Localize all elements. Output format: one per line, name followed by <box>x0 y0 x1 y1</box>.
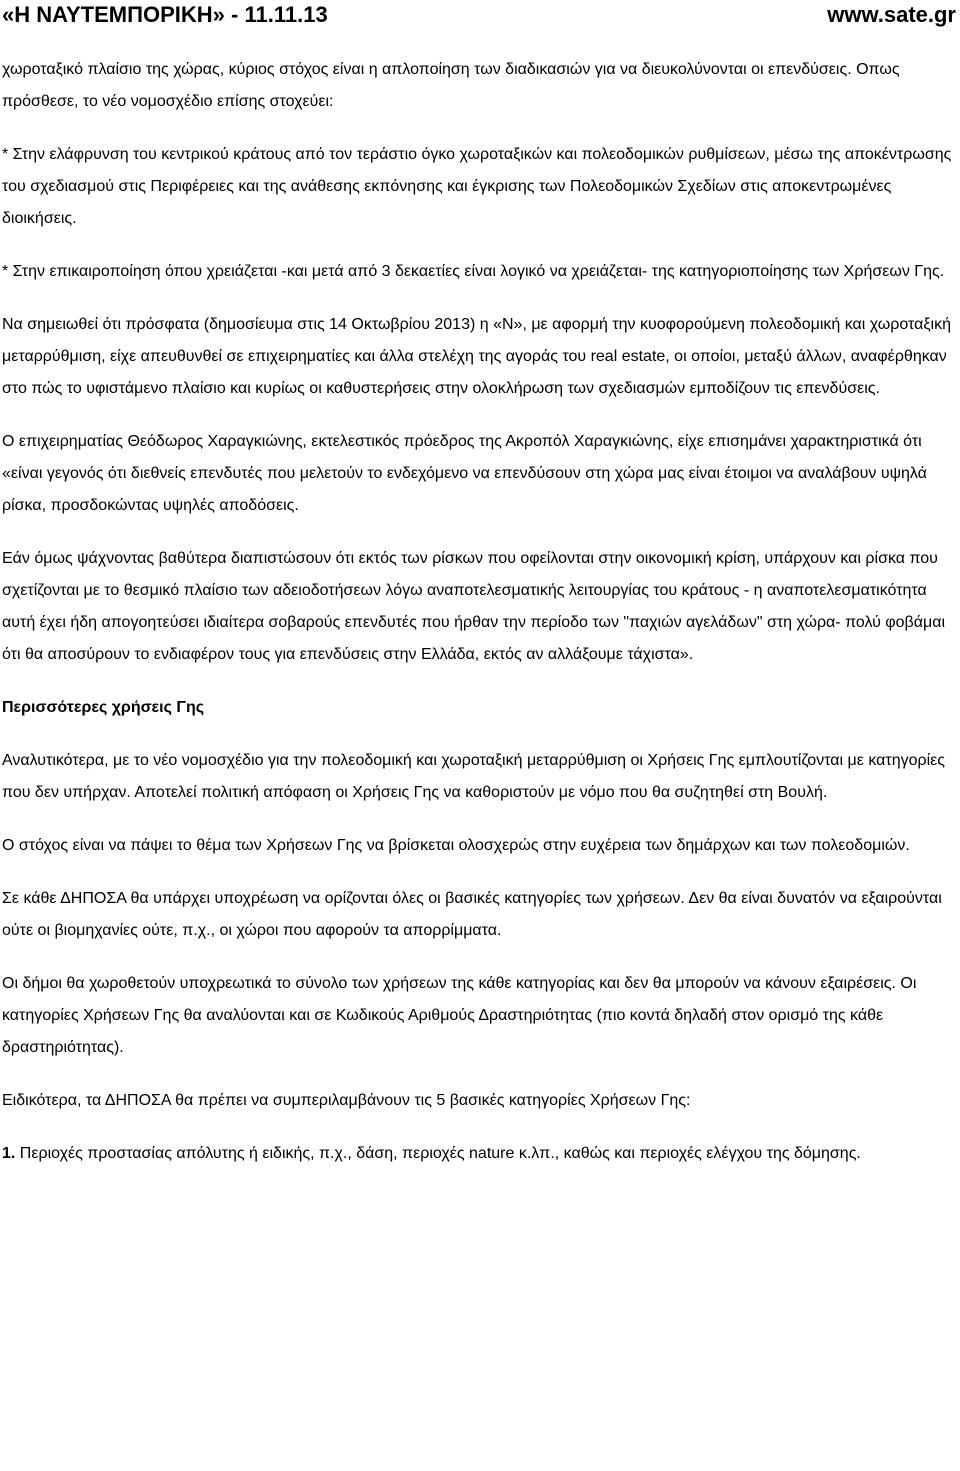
paragraph: * Στην επικαιροποίηση όπου χρειάζεται -και μετά από 3 δεκαετίες είναι λογικό να χρειάζεται- της κατηγοριοποίησης των Χρήσεων Γης. <box>2 263 945 280</box>
paragraph: Σε κάθε ΔΗΠΟΣΑ θα υπάρχει υποχρέωση να ορίζονται όλες οι βασικές κατηγορίες των χρήσεων. Δεν θα είναι δυνατόν να εξαιρούνται ούτε οι βιομηχανίες ούτε, π.χ., οι χώροι που αφορούν τα απορρίμματα. <box>2 890 942 939</box>
paragraph: Να σημειωθεί ότι πρόσφατα (δημοσίευμα στις 14 Οκτωβρίου 2013) η «Ν», με αφορμή την κυοφορούμενη πολεοδομική και χωροταξική μεταρρύθμιση, είχε απευθυνθεί σε επιχειρηματίες και άλλα στελέχη της αγοράς του real estate, οι οποίοι, μεταξύ άλλων, αναφέρθηκαν στο πώς το υφιστάμενο πλαίσιο και κυρίως οι καθυστερήσεις στην ολοκλήρωση των σχεδιασμών εμποδίζουν τις επενδύσεις. <box>2 316 951 397</box>
paragraph: Αναλυτικότερα, με το νέο νομοσχέδιο για την πολεοδομική και χωροταξική μεταρρύθμιση οι Χρήσεις Γης εμπλουτίζονται με κατηγορίες που δεν υπήρχαν. Αποτελεί πολιτική απόφαση οι Χρήσεις Γης να καθοριστούν με νόμο που θα συζητηθεί στη Βουλή. <box>2 752 946 801</box>
paragraph: χωροταξικό πλαίσιο της χώρας, κύριος στόχος είναι η απλοποίηση των διαδικασιών για να διευκολύνονται οι επενδύσεις. Οπως πρόσθεσε, το νέο νομοσχέδιο επίσης στοχεύει: <box>2 61 900 110</box>
article-body <box>2 54 952 1170</box>
paragraph: Οι δήμοι θα χωροθετούν υποχρεωτικά το σύνολο των χρήσεων της κάθε κατηγορίας και δεν θα μπορούν να κάνουν εξαιρέσεις. Οι κατηγορίες Χρήσεων Γης θα αναλύονται και σε Κωδικούς Αριθμούς Δραστηριότητας (πιο κοντά δηλαδή στον ορισμό της κάθε δραστηριότητας). <box>2 975 917 1056</box>
page-header <box>0 0 960 32</box>
list-item-text: Περιοχές προστασίας απόλυτης ή ειδικής, π.χ., δάση, περιοχές nature κ.λπ., καθώς και περιοχές ελέγχου της δόμησης. <box>15 1145 861 1162</box>
paragraph: Εάν όμως ψάχνοντας βαθύτερα διαπιστώσουν ότι εκτός των ρίσκων που οφείλονται στην οικονομική κρίση, υπάρχουν και ρίσκα που σχετίζονται με το θεσμικό πλαίσιο των αδειοδοτήσεων λόγω αναποτελεσματικής λειτουργίας του κράτους - η αναποτελεσματικότητα αυτή έχει ήδη απογοητεύσει ιδιαίτερα σοβαρούς επενδυτές που ήρθαν την περίοδο των "παχιών αγελάδων" στη χώρα- πολύ φοβάμαι ότι θα αποσύρουν το ενδιαφέρον τους για επενδύσεις στην Ελλάδα, εκτός αν αλλάξουμε τάχιστα». <box>2 550 946 663</box>
section-heading: Περισσότερες χρήσεις Γης <box>2 699 205 716</box>
list-item <box>2 1138 952 1170</box>
paragraph: * Στην ελάφρυνση του κεντρικού κράτους από τον τεράστιο όγκο χωροταξικών και πολεοδομικών ρυθμίσεων, μέσω της αποκέντρωσης του σχεδιασμού στις Περιφέρειες και της ανάθεσης εκπόνησης και έγκρισης των Πολεοδομικών Σχεδίων στις αποκεντρωμένες διοικήσεις. <box>2 146 952 227</box>
paragraph: Ο επιχειρηματίας Θεόδωρος Χαραγκιώνης, εκτελεστικός πρόεδρος της Ακροπόλ Χαραγκιώνης, είχε επισημάνει χαρακτηριστικά ότι «είναι γεγονός ότι διεθνείς επενδυτές που μελετούν το ενδεχόμενο να επενδύσουν στη χώρα μας είναι έτοιμοι να αναλάβουν υψηλά ρίσκα, προσδοκώντας υψηλές αποδόσεις. <box>2 433 927 514</box>
paragraph: Ειδικότερα, τα ΔΗΠΟΣΑ θα πρέπει να συμπεριλαμβάνουν τις 5 βασικές κατηγορίες Χρήσεων Γης: <box>2 1092 691 1109</box>
list-item-number: 1. <box>2 1145 16 1162</box>
source-title: «Η ΝΑΥΤΕΜΠΟΡΙΚΗ» - 11.11.13 <box>2 2 328 27</box>
paragraph: Ο στόχος είναι να πάψει το θέμα των Χρήσεων Γης να βρίσκεται ολοσχερώς στην ευχέρεια των δημάρχων και των πολεοδομιών. <box>2 837 910 854</box>
website-link[interactable]: www.sate.gr <box>827 2 956 27</box>
